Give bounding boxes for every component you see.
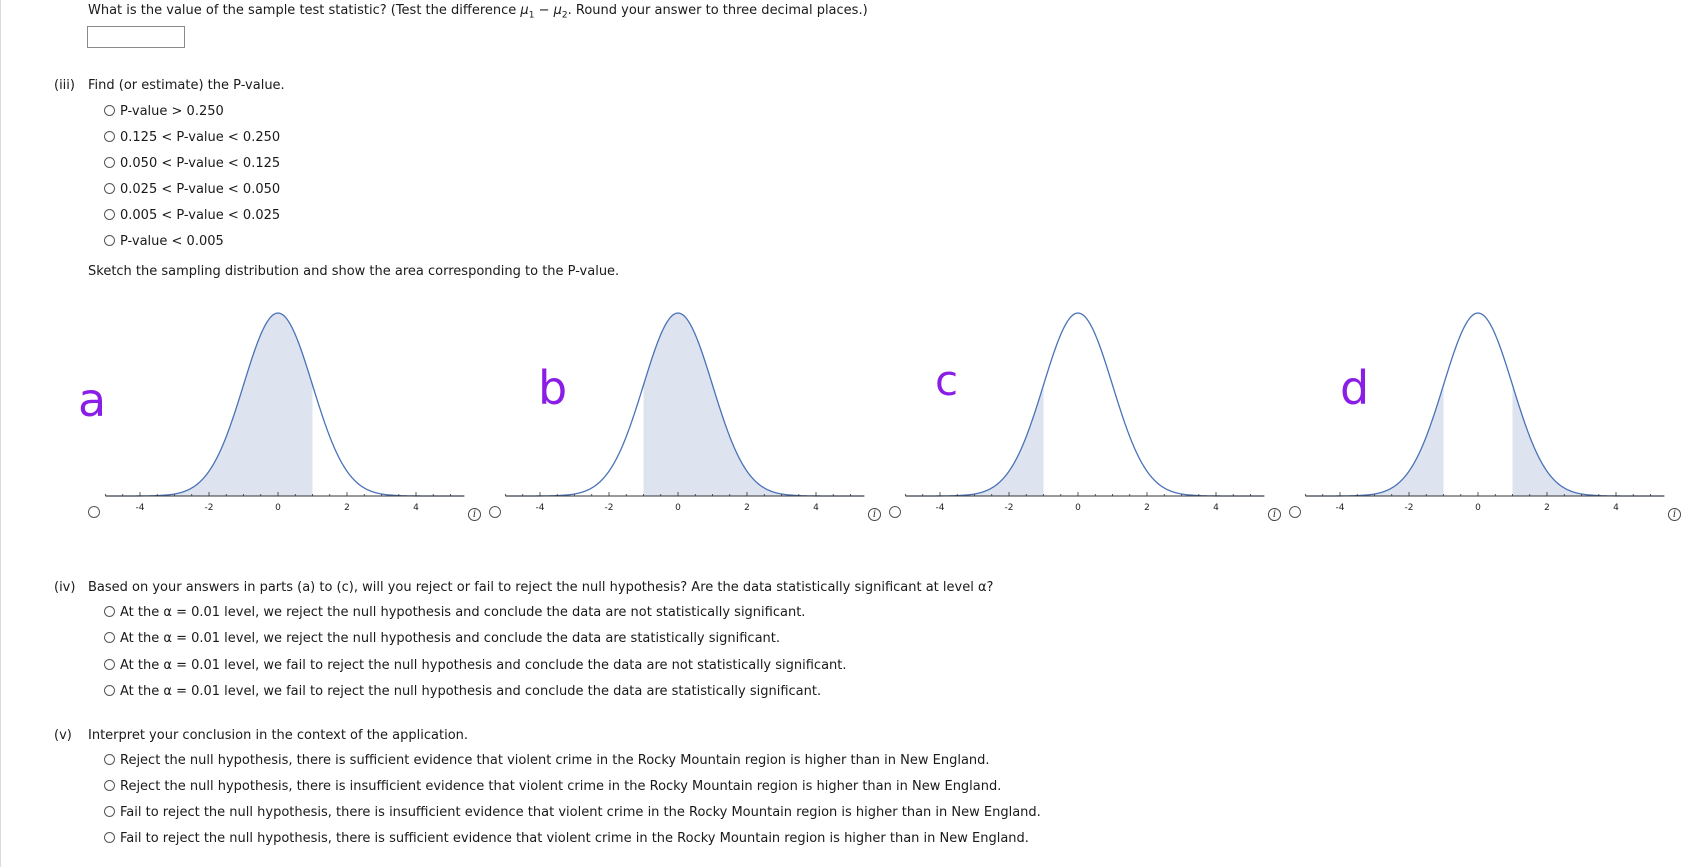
- graph-b-svg: [500, 285, 870, 535]
- part-iii-label: (iii): [54, 78, 75, 93]
- graph-a-radio[interactable]: [88, 506, 100, 518]
- pvalue-option-4[interactable]: [104, 182, 280, 197]
- option-label: 0.005 < P-value < 0.025: [120, 208, 281, 223]
- pvalue-option-3[interactable]: [104, 156, 280, 171]
- tick-label: -4: [535, 503, 545, 513]
- radio-button[interactable]: [104, 632, 115, 643]
- tick-label: 2: [1144, 503, 1150, 513]
- conclusion-option-1[interactable]: [104, 605, 805, 620]
- mu1-symbol: μ: [520, 3, 529, 18]
- graph-a-svg: [100, 285, 470, 535]
- part-iv-label: (iv): [54, 580, 76, 595]
- option-label: At the α = 0.01 level, we fail to reject the null hypothesis and conclude the data are not statistically significant.: [120, 658, 847, 673]
- normal-curve: [1306, 313, 1665, 496]
- normal-curve: [906, 313, 1265, 496]
- radio-button[interactable]: [104, 183, 115, 194]
- tick-label: 0: [1075, 503, 1081, 513]
- conclusion-option-2[interactable]: [104, 631, 780, 646]
- shaded-area: [1513, 385, 1665, 496]
- graph-letter-b: b: [538, 361, 568, 415]
- tick-label: 4: [1613, 503, 1619, 513]
- graph-letter-c: c: [935, 356, 959, 405]
- radio-button[interactable]: [104, 157, 115, 168]
- info-icon[interactable]: i: [1268, 508, 1281, 521]
- radio-button[interactable]: [104, 806, 115, 817]
- radio-button[interactable]: [104, 685, 115, 696]
- interpretation-option-2[interactable]: [104, 779, 1001, 794]
- shaded-area: [106, 313, 313, 496]
- graph-c-svg: [900, 285, 1270, 535]
- radio-button[interactable]: [104, 780, 115, 791]
- sketch-prompt: Sketch the sampling distribution and show the area corresponding to the P-value.: [88, 264, 620, 279]
- option-label: P-value < 0.005: [120, 234, 224, 249]
- option-label: At the α = 0.01 level, we reject the null hypothesis and conclude the data are not statistically significant.: [120, 605, 806, 620]
- option-label: Fail to reject the null hypothesis, there is insufficient evidence that violent crime in the Rocky Mountain region is higher than in New England.: [120, 805, 1041, 820]
- tick-label: 4: [413, 503, 419, 513]
- tick-label: -2: [204, 503, 214, 513]
- info-icon[interactable]: i: [468, 508, 481, 521]
- mu1-subscript: 1: [528, 10, 535, 21]
- statistic-question-text-after: . Round your answer to three decimal places.): [567, 3, 868, 18]
- part-v-question: Interpret your conclusion in the context of the application.: [88, 728, 469, 743]
- statistic-question: [88, 3, 868, 21]
- option-label: 0.025 < P-value < 0.050: [120, 182, 281, 197]
- part-iii-question: Find (or estimate) the P-value.: [88, 78, 285, 93]
- tick-label: 0: [275, 503, 281, 513]
- shaded-area: [906, 385, 1044, 496]
- option-label: Fail to reject the null hypothesis, there is sufficient evidence that violent crime in the Rocky Mountain region is higher than in New England.: [120, 831, 1029, 846]
- option-label: Reject the null hypothesis, there is insufficient evidence that violent crime in the Rocky Mountain region is higher than in New England.: [120, 779, 1002, 794]
- shaded-area: [644, 313, 865, 496]
- minus-sign: −: [534, 3, 554, 18]
- interpretation-option-1[interactable]: [104, 753, 990, 768]
- graph-letter-a: a: [78, 373, 107, 427]
- option-label: At the α = 0.01 level, we fail to reject the null hypothesis and conclude the data are statistically significant.: [120, 684, 822, 699]
- radio-button[interactable]: [104, 606, 115, 617]
- graph-a: [78, 285, 470, 535]
- graph-d-radio[interactable]: [1289, 506, 1301, 518]
- interpretation-option-3[interactable]: [104, 805, 1041, 820]
- tick-label: 2: [344, 503, 350, 513]
- pvalue-option-2[interactable]: [104, 130, 280, 145]
- radio-button[interactable]: [104, 659, 115, 670]
- option-label: At the α = 0.01 level, we reject the null hypothesis and conclude the data are statistically significant.: [120, 631, 781, 646]
- tick-label: -2: [604, 503, 614, 513]
- statistic-question-text-before: What is the value of the sample test statistic? (Test the difference: [88, 3, 521, 18]
- page-left-border: [0, 0, 1, 867]
- option-label: 0.050 < P-value < 0.125: [120, 156, 281, 171]
- conclusion-option-4[interactable]: [104, 684, 821, 699]
- option-label: P-value > 0.250: [120, 104, 224, 119]
- mu2-subscript: 2: [561, 10, 568, 21]
- tick-label: 4: [813, 503, 819, 513]
- conclusion-option-3[interactable]: [104, 658, 847, 673]
- graph-c: [900, 285, 1270, 535]
- graph-b: [500, 285, 870, 535]
- graph-letter-d: d: [1340, 361, 1370, 415]
- info-icon[interactable]: i: [1668, 508, 1681, 521]
- graph-b-radio[interactable]: [489, 506, 501, 518]
- graph-d: [1300, 285, 1670, 535]
- tick-label: -4: [135, 503, 145, 513]
- tick-label: -4: [1335, 503, 1345, 513]
- tick-label: -2: [1404, 503, 1414, 513]
- tick-label: -4: [935, 503, 945, 513]
- test-statistic-input[interactable]: [87, 26, 185, 48]
- pvalue-option-1[interactable]: [104, 104, 224, 119]
- radio-button[interactable]: [104, 235, 115, 246]
- mu2-symbol: μ: [553, 3, 562, 18]
- tick-label: -2: [1004, 503, 1014, 513]
- option-label: 0.125 < P-value < 0.250: [120, 130, 281, 145]
- part-iv-question: Based on your answers in parts (a) to (c), will you reject or fail to reject the null hypothesis? Are the data statistically significant at level α?: [88, 580, 994, 595]
- radio-button[interactable]: [104, 131, 115, 142]
- tick-label: 2: [1544, 503, 1550, 513]
- option-label: Reject the null hypothesis, there is sufficient evidence that violent crime in the Rocky Mountain region is higher than in New England.: [120, 753, 990, 768]
- radio-button[interactable]: [104, 209, 115, 220]
- interpretation-option-4[interactable]: [104, 831, 1029, 846]
- radio-button[interactable]: [104, 832, 115, 843]
- graph-c-radio[interactable]: [889, 506, 901, 518]
- shaded-area: [1306, 385, 1444, 496]
- pvalue-option-5[interactable]: [104, 208, 280, 223]
- tick-label: 4: [1213, 503, 1219, 513]
- tick-label: 0: [1475, 503, 1481, 513]
- graph-d-svg: [1300, 285, 1670, 535]
- part-v-label: (v): [54, 728, 72, 743]
- pvalue-option-6[interactable]: [104, 234, 224, 249]
- tick-label: 0: [675, 503, 681, 513]
- radio-button[interactable]: [104, 105, 115, 116]
- info-icon[interactable]: i: [868, 508, 881, 521]
- tick-label: 2: [744, 503, 750, 513]
- radio-button[interactable]: [104, 754, 115, 765]
